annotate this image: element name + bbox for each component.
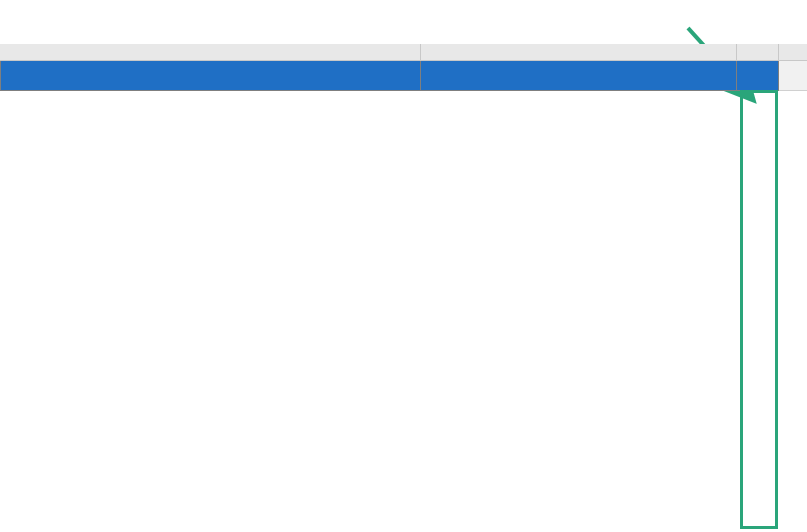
table-header-row [0, 61, 779, 91]
column-header-bar [0, 44, 807, 61]
header-description[interactable] [421, 61, 737, 91]
header-company[interactable] [0, 61, 421, 91]
annotation-text [532, 10, 802, 38]
header-row[interactable] [737, 61, 779, 91]
column-header-a[interactable] [737, 44, 779, 61]
select-all-corner[interactable] [779, 44, 807, 61]
column-header-b[interactable] [421, 44, 737, 61]
column-header-c[interactable] [0, 44, 421, 61]
highlight-box [740, 90, 778, 529]
row-number[interactable] [779, 61, 807, 91]
